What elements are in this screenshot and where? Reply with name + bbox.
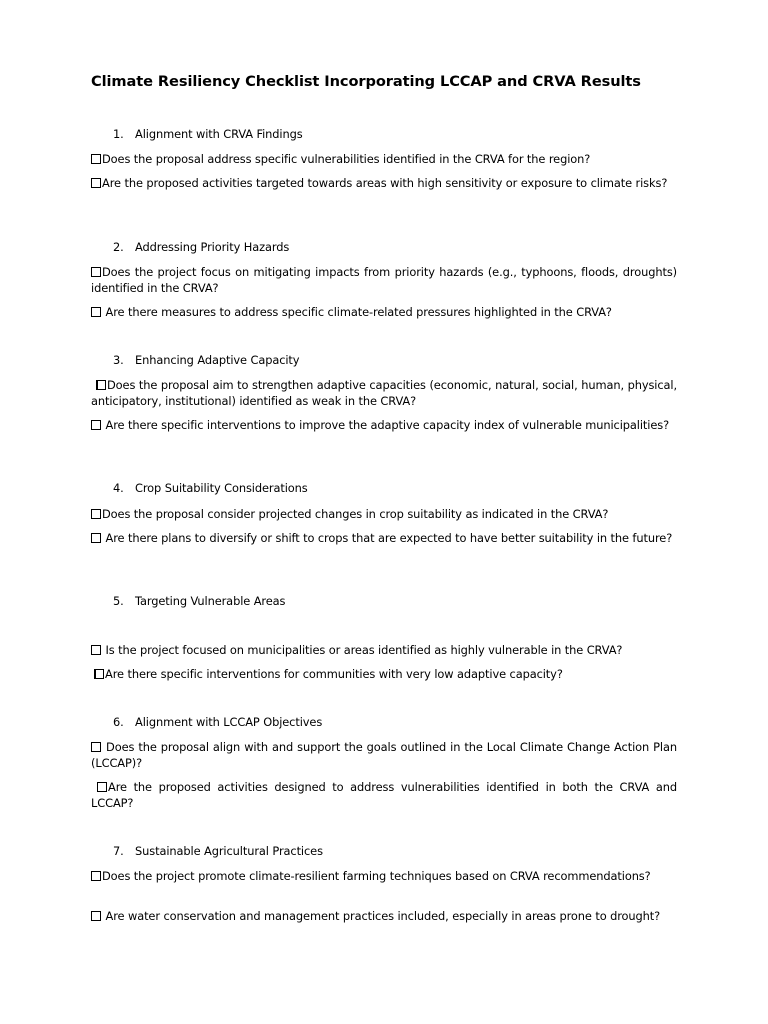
checklist-item-6-2: Are the proposed activities designed to address vulnerabilities identified in both the CRVA and LCCAP? [91, 780, 677, 810]
section-heading-3: 3. Enhancing Adaptive Capacity [113, 353, 300, 367]
checklist-item-7-2: Are water conservation and management practices included, especially in areas prone to drought? [91, 908, 677, 924]
checklist-item-5-1: Is the project focused on municipalities or areas identified as highly vulnerable in the CRVA? [91, 642, 677, 658]
checklist-item-2-1: Does the project focus on mitigating impacts from priority hazards (e.g., typhoons, floods, droughts) identified in the CRVA? [91, 265, 677, 295]
checkbox[interactable] [91, 509, 101, 519]
checklist-item-2-2: Are there measures to address specific climate-related pressures highlighted in the CRVA? [91, 304, 677, 320]
checkbox[interactable] [91, 645, 101, 655]
checklist-item-4-1: Does the proposal consider projected changes in crop suitability as indicated in the CRVA? [91, 506, 677, 522]
section-heading-6: 6. Alignment with LCCAP Objectives [113, 715, 323, 729]
checkbox[interactable] [91, 307, 101, 317]
checklist-item-3-2: Are there specific interventions to improve the adaptive capacity index of vulnerable municipalities? [91, 417, 677, 433]
checklist-item-1-1: Does the proposal address specific vulnerabilities identified in the CRVA for the region? [91, 151, 677, 167]
checkbox[interactable] [97, 782, 107, 792]
section-heading-4: 4. Crop Suitability Considerations [113, 481, 308, 495]
checkbox[interactable] [91, 533, 101, 543]
checkbox[interactable] [94, 669, 104, 679]
checklist-item-4-2: Are there plans to diversify or shift to crops that are expected to have better suitability in the future? [91, 530, 677, 546]
checkbox[interactable] [91, 154, 101, 164]
checkbox[interactable] [91, 742, 101, 752]
checkbox[interactable] [91, 911, 101, 921]
checkbox[interactable] [91, 178, 101, 188]
checklist-item-5-2: Are there specific interventions for communities with very low adaptive capacity? [91, 666, 677, 682]
checklist-item-7-1: Does the project promote climate-resilient farming techniques based on CRVA recommendations? [91, 868, 677, 884]
page-title: Climate Resiliency Checklist Incorporating LCCAP and CRVA Results [91, 73, 641, 90]
checkbox[interactable] [91, 420, 101, 430]
checkbox[interactable] [91, 267, 101, 277]
section-heading-1: 1. Alignment with CRVA Findings [113, 127, 303, 141]
checkbox[interactable] [96, 380, 106, 390]
section-heading-5: 5. Targeting Vulnerable Areas [113, 594, 286, 608]
checkbox[interactable] [91, 871, 101, 881]
checklist-item-6-1: Does the proposal align with and support the goals outlined in the Local Climate Change Action Plan (LCCAP)? [91, 740, 677, 770]
section-heading-7: 7. Sustainable Agricultural Practices [113, 844, 323, 858]
section-heading-2: 2. Addressing Priority Hazards [113, 240, 290, 254]
checklist-item-1-2: Are the proposed activities targeted towards areas with high sensitivity or exposure to climate risks? [91, 175, 677, 191]
checklist-item-3-1: Does the proposal aim to strengthen adaptive capacities (economic, natural, social, human, physical, anticipatory, institutional) identified as weak in the CRVA? [91, 378, 677, 408]
